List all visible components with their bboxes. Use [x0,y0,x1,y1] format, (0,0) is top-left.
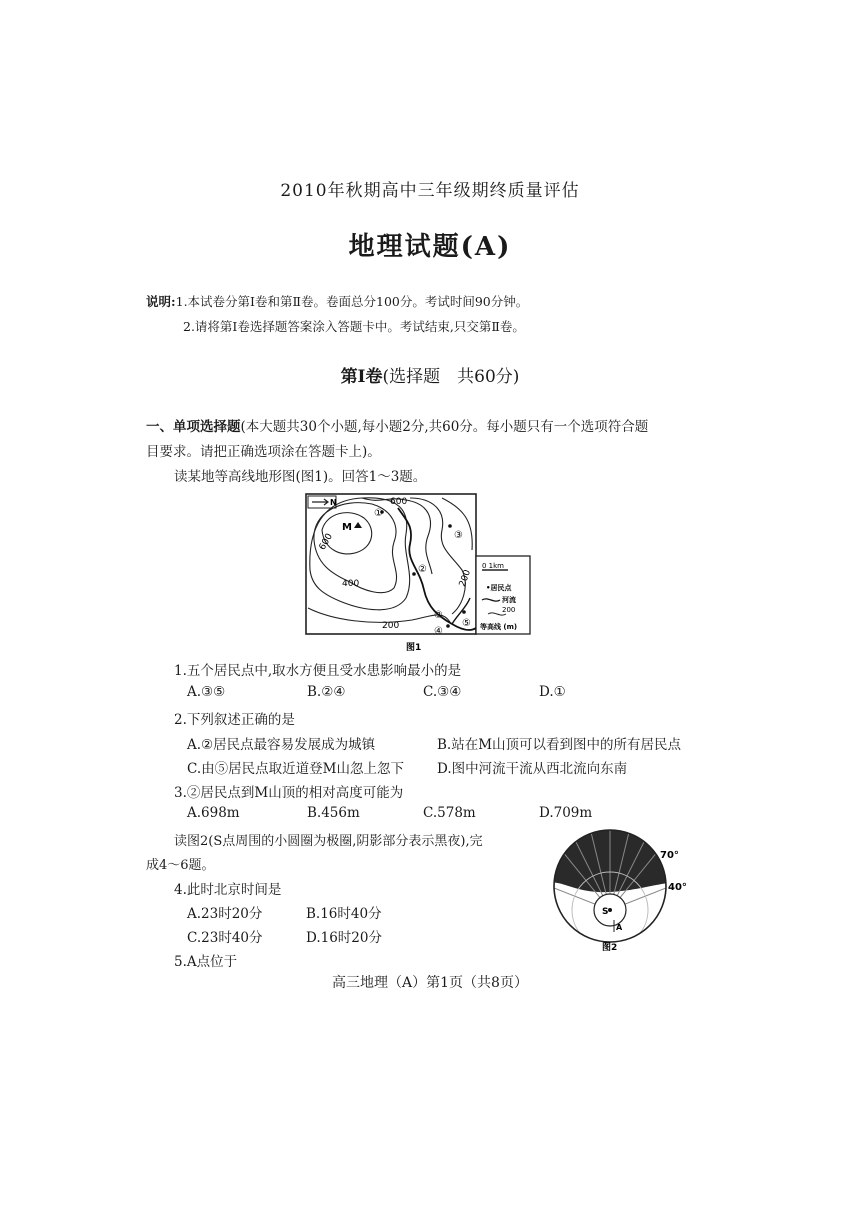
figure1-intro: 读某地等高线地形图(图1)。回答1～3题。 [174,469,427,485]
question-4-option: A.23时20分 [187,906,263,922]
exam-subtitle: 2010年秋期高中三年级期终质量评估 [280,181,580,201]
north-label: N [330,498,337,507]
part1-heading-line-2: 目要求。请把正确选项涂在答题卡上)。 [146,444,381,460]
question-3-option: C.578m [423,805,476,821]
pole-label: S [602,907,609,917]
question-4-option: C.23时40分 [187,930,263,946]
settlement-label: ④ [434,626,443,637]
settlement-dot [462,610,466,614]
instructions-line-2: 2.请将第Ⅰ卷选择题答案涂入答题卡中。考试结束,只交第Ⅱ卷。 [183,319,525,334]
contour-label: 600 [317,532,335,552]
instructions-text-1: 1.本试卷分第Ⅰ卷和第Ⅱ卷。卷面总分100分。考试时间90分钟。 [175,294,529,309]
figure1-caption: 图1 [406,643,422,653]
question-1-option: C.③④ [423,684,462,700]
question-1-option: B.②④ [307,684,346,700]
question-3-option: D.709m [539,805,593,821]
contour-label: 600 [390,497,408,507]
legend-contour: 等高线 (m) [480,623,518,631]
legend-contour-value: 200 [502,606,516,614]
settlement-label: ③ [454,530,463,541]
legend-river: 河流 [502,596,516,604]
contour-label: 200 [457,568,474,589]
section-heading-bold: 第Ⅰ卷 [340,367,383,387]
question-2-option: D.图中河流干流从西北流向东南 [437,761,628,777]
question-1-option: D.① [539,684,566,700]
question-4-stem: 4.此时北京时间是 [174,882,282,898]
settlement-dot [412,572,416,576]
figure1-contour-map [302,490,534,654]
exam-title: 地理试题(A) [348,232,512,262]
point-a-label: A [616,923,623,932]
part1-heading-line-1 [146,415,648,435]
instructions-line-1 [146,292,528,310]
section-heading [0,362,860,387]
lat40-label: 40° [668,882,687,893]
settlement-label: ③ [434,610,443,621]
question-2-option: A.②居民点最容易发展成为城镇 [187,737,376,753]
pole-dot [608,908,612,912]
question-2-option: C.由⑤居民点取近道登M山忽上忽下 [187,761,404,777]
peak-label: M [342,522,352,533]
settlement-label: ① [374,508,383,519]
page-footer: 高三地理（A）第1页（共8页） [332,975,528,991]
question-3-option: B.456m [307,805,360,821]
question-5-stem: 5.A点位于 [174,954,238,970]
section-heading-rest: (选择题 共60分) [382,367,520,387]
part1-text-1: (本大题共30个小题,每小题2分,共60分。每小题只有一个选项符合题 [240,419,649,435]
question-2-option: B.站在M山顶可以看到图中的所有居民点 [437,737,682,753]
contour-label: 400 [342,579,360,589]
settlement-dot [448,524,452,528]
settlement-label: ② [418,564,427,575]
map-frame [306,494,476,634]
question-4-option: B.16时40分 [306,906,382,922]
lat70-label: 70° [660,850,679,861]
question-3-stem: 3.②居民点到M山顶的相对高度可能为 [174,785,404,801]
legend-settlement: •居民点 [486,584,512,592]
settlement-label: ⑤ [462,618,471,629]
instructions-label: 说明: [146,294,176,309]
settlement-dot [446,624,450,628]
scale-label: 0 1km [482,562,505,570]
figure2-intro-line-1: 读图2(S点周围的小圆圈为极圈,阴影部分表示黑夜),完 [174,834,483,849]
figure2-polar-map [548,828,698,954]
question-3-option: A.698m [187,805,240,821]
figure2-caption: 图2 [602,943,618,953]
question-4-option: D.16时20分 [306,930,382,946]
question-1-option: A.③⑤ [187,684,226,700]
figure2-intro-line-2: 成4～6题。 [146,858,215,873]
contour-label: 200 [382,621,400,631]
question-2-stem: 2.下列叙述正确的是 [174,712,295,728]
question-1-stem: 1.五个居民点中,取水方便且受水患影响最小的是 [174,663,462,679]
part1-label: 一、单项选择题 [146,419,241,435]
